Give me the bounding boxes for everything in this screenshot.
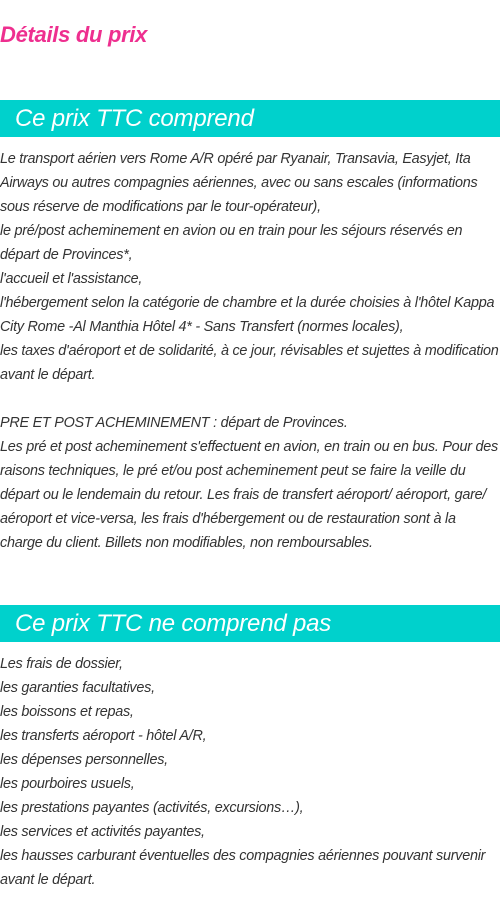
- page-title: Détails du prix: [0, 22, 148, 47]
- excludes-item: les boissons et repas,: [0, 704, 134, 720]
- excludes-item: les garanties facultatives,: [0, 680, 155, 696]
- section-header-excludes: [0, 605, 500, 642]
- excludes-item: les pourboires usuels,: [0, 776, 135, 792]
- includes-heading: Ce prix TTC comprend: [15, 105, 254, 132]
- includes-item: Le transport aérien vers Rome A/R opéré par Ryanair, Transavia, Easyjet, Ita Airways ou autres compagnies aériennes, avec ou sans escales (informations sous réserve de modifications par le tour-opérateur),: [0, 151, 478, 215]
- excludes-item: les hausses carburant éventuelles des compagnies aériennes pouvant survenir avant le départ.: [0, 848, 486, 888]
- includes-item: l'accueil et l'assistance,: [0, 271, 143, 287]
- includes-list: [0, 147, 500, 555]
- includes-item: le pré/post acheminement en avion ou en train pour les séjours réservés en départ de Provinces*,: [0, 223, 463, 263]
- includes-item: les taxes d'aéroport et de solidarité, à ce jour, révisables et sujettes à modification avant le départ.: [0, 343, 499, 383]
- section-header-includes: [0, 100, 500, 137]
- excludes-heading: Ce prix TTC ne comprend pas: [15, 610, 332, 637]
- excludes-item: Les frais de dossier,: [0, 656, 123, 672]
- excludes-item: les prestations payantes (activités, excursions…),: [0, 800, 304, 816]
- excludes-item: les transferts aéroport - hôtel A/R,: [0, 728, 207, 744]
- acheminement-note-title: PRE ET POST ACHEMINEMENT : départ de Provinces.: [0, 415, 348, 431]
- excludes-item: les services et activités payantes,: [0, 824, 205, 840]
- paragraph-gap: [0, 387, 500, 411]
- acheminement-note-text: Les pré et post acheminement s'effectuent en avion, en train ou en bus. Pour des raisons techniques, le pré et/ou post acheminement peut se faire la veille du départ ou le lendemain du retour. Les frais de transfert aéroport/ aéroport, gare/ aéroport et vice-versa, les frais d'hébergement ou de restauration sont à la charge du client. Billets non modifiables, non remboursables.: [0, 439, 498, 551]
- excludes-list: [0, 652, 500, 892]
- excludes-item: les dépenses personnelles,: [0, 752, 168, 768]
- includes-item: l'hébergement selon la catégorie de chambre et la durée choisies à l'hôtel Kappa City Rome -Al Manthia Hôtel 4* - Sans Transfert (normes locales),: [0, 295, 495, 335]
